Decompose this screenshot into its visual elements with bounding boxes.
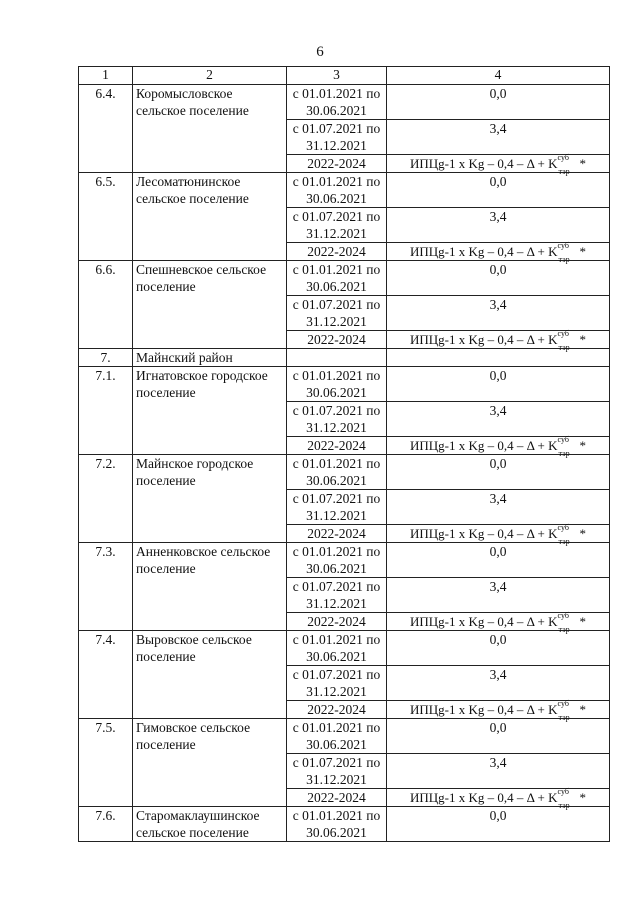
period-cell: 2022-2024 — [287, 154, 387, 172]
formula-main: ИПЦg-1 x Kg – 0,4 – Δ + K — [410, 243, 558, 259]
row-number: 7.4. — [79, 630, 133, 718]
value-cell: 0,0 — [387, 84, 610, 119]
value-cell: 0,0 — [387, 630, 610, 665]
header-col-4: 4 — [387, 67, 610, 85]
value-cell: 3,4 — [387, 401, 610, 436]
formula-superscript: суб — [557, 434, 569, 444]
period-cell: с 01.07.2021 по 31.12.2021 — [287, 577, 387, 612]
period-cell: с 01.01.2021 по 30.06.2021 — [287, 806, 387, 841]
value-cell — [387, 348, 610, 366]
formula-mark: * — [579, 789, 586, 805]
municipality-name: Старомаклаушинское сельское поселение — [133, 806, 287, 841]
formula-cell — [387, 610, 610, 634]
municipality-name: Анненковское сельское поселение — [133, 542, 287, 630]
formula-cell — [387, 786, 610, 810]
page-number: 6 — [316, 44, 324, 60]
period-cell: с 01.01.2021 по 30.06.2021 — [287, 630, 387, 665]
value-cell: 3,4 — [387, 577, 610, 612]
period-cell: с 01.07.2021 по 31.12.2021 — [287, 665, 387, 700]
formula-subscript: тэр — [558, 624, 570, 634]
table-row — [79, 806, 610, 841]
period-cell: с 01.07.2021 по 31.12.2021 — [287, 207, 387, 242]
value-cell: 0,0 — [387, 454, 610, 489]
formula-mark: * — [579, 331, 586, 347]
header-col-2: 2 — [133, 67, 287, 85]
formula-mark: * — [579, 525, 586, 541]
formula-main: ИПЦg-1 x Kg – 0,4 – Δ + K — [410, 613, 558, 629]
table-row — [79, 454, 610, 489]
tariff-table — [78, 66, 610, 842]
value-cell: 0,0 — [387, 260, 610, 295]
municipality-name: Гимовское сельское поселение — [133, 718, 287, 806]
formula-main: ИПЦg-1 x Kg – 0,4 – Δ + K — [410, 331, 558, 347]
municipality-name: Майнское городское поселение — [133, 454, 287, 542]
row-number: 6.5. — [79, 172, 133, 260]
value-cell: 0,0 — [387, 542, 610, 577]
municipality-name: Майнский район — [133, 348, 287, 366]
value-cell: 3,4 — [387, 665, 610, 700]
section-row — [79, 348, 610, 366]
table-row — [79, 366, 610, 401]
formula-cell — [387, 434, 610, 458]
period-cell: 2022-2024 — [287, 788, 387, 806]
formula-cell — [387, 328, 610, 352]
formula-superscript: суб — [557, 240, 569, 250]
formula-mark: * — [579, 243, 586, 259]
header-col-3: 3 — [287, 67, 387, 85]
value-cell: 3,4 — [387, 489, 610, 524]
period-cell: с 01.01.2021 по 30.06.2021 — [287, 84, 387, 119]
period-cell: 2022-2024 — [287, 612, 387, 630]
municipality-name: Лесоматюнинское сельское поселение — [133, 172, 287, 260]
row-number: 7.2. — [79, 454, 133, 542]
period-cell: с 01.01.2021 по 30.06.2021 — [287, 454, 387, 489]
table-row — [79, 260, 610, 295]
value-cell: 3,4 — [387, 119, 610, 154]
formula-superscript: суб — [557, 698, 569, 708]
period-cell: 2022-2024 — [287, 436, 387, 454]
value-cell: 0,0 — [387, 366, 610, 401]
period-cell: с 01.01.2021 по 30.06.2021 — [287, 172, 387, 207]
formula-mark: * — [579, 701, 586, 717]
formula-mark: * — [579, 437, 586, 453]
header-row — [79, 67, 610, 85]
row-number: 7.5. — [79, 718, 133, 806]
formula-superscript: суб — [557, 328, 569, 338]
period-cell: 2022-2024 — [287, 242, 387, 260]
municipality-name: Коромысловское сельское поселение — [133, 84, 287, 172]
table-row — [79, 84, 610, 119]
row-number: 7.3. — [79, 542, 133, 630]
period-cell: с 01.07.2021 по 31.12.2021 — [287, 119, 387, 154]
formula-cell — [387, 152, 610, 176]
row-number: 7.1. — [79, 366, 133, 454]
period-cell: 2022-2024 — [287, 330, 387, 348]
formula-superscript: суб — [557, 152, 569, 162]
table-row — [79, 172, 610, 207]
period-cell: с 01.01.2021 по 30.06.2021 — [287, 718, 387, 753]
value-cell: 3,4 — [387, 207, 610, 242]
formula-cell — [387, 240, 610, 264]
table-row — [79, 718, 610, 753]
value-cell: 0,0 — [387, 806, 610, 841]
formula-subscript: тэр — [558, 448, 570, 458]
period-cell: с 01.07.2021 по 31.12.2021 — [287, 295, 387, 330]
period-cell: с 01.01.2021 по 30.06.2021 — [287, 542, 387, 577]
period-cell: 2022-2024 — [287, 700, 387, 718]
formula-subscript: тэр — [558, 536, 570, 546]
formula-main: ИПЦg-1 x Kg – 0,4 – Δ + K — [410, 701, 558, 717]
period-cell: с 01.01.2021 по 30.06.2021 — [287, 366, 387, 401]
formula-superscript: суб — [557, 786, 569, 796]
formula-subscript: тэр — [558, 342, 570, 352]
formula-main: ИПЦg-1 x Kg – 0,4 – Δ + K — [410, 525, 558, 541]
formula-superscript: суб — [557, 522, 569, 532]
row-number: 6.6. — [79, 260, 133, 348]
row-number: 6.4. — [79, 84, 133, 172]
formula-cell — [387, 522, 610, 546]
header-col-1: 1 — [79, 67, 133, 85]
formula-superscript: суб — [557, 610, 569, 620]
formula-cell — [387, 698, 610, 722]
row-number: 7.6. — [79, 806, 133, 841]
table-row — [79, 630, 610, 665]
period-cell: 2022-2024 — [287, 524, 387, 542]
formula-subscript: тэр — [558, 254, 570, 264]
period-cell — [287, 348, 387, 366]
formula-subscript: тэр — [558, 800, 570, 810]
municipality-name: Выровское сельское поселение — [133, 630, 287, 718]
formula-subscript: тэр — [558, 166, 570, 176]
period-cell: с 01.07.2021 по 31.12.2021 — [287, 401, 387, 436]
formula-subscript: тэр — [558, 712, 570, 722]
row-number: 7. — [79, 348, 133, 366]
table-row — [79, 542, 610, 577]
period-cell: с 01.07.2021 по 31.12.2021 — [287, 489, 387, 524]
formula-mark: * — [579, 155, 586, 171]
formula-main: ИПЦg-1 x Kg – 0,4 – Δ + K — [410, 155, 558, 171]
formula-main: ИПЦg-1 x Kg – 0,4 – Δ + K — [410, 789, 558, 805]
municipality-name: Игнатовское городское поселение — [133, 366, 287, 454]
formula-mark: * — [579, 613, 586, 629]
municipality-name: Спешневское сельское поселение — [133, 260, 287, 348]
period-cell: с 01.07.2021 по 31.12.2021 — [287, 753, 387, 788]
value-cell: 0,0 — [387, 172, 610, 207]
formula-main: ИПЦg-1 x Kg – 0,4 – Δ + K — [410, 437, 558, 453]
value-cell: 3,4 — [387, 753, 610, 788]
value-cell: 3,4 — [387, 295, 610, 330]
value-cell: 0,0 — [387, 718, 610, 753]
period-cell: с 01.01.2021 по 30.06.2021 — [287, 260, 387, 295]
